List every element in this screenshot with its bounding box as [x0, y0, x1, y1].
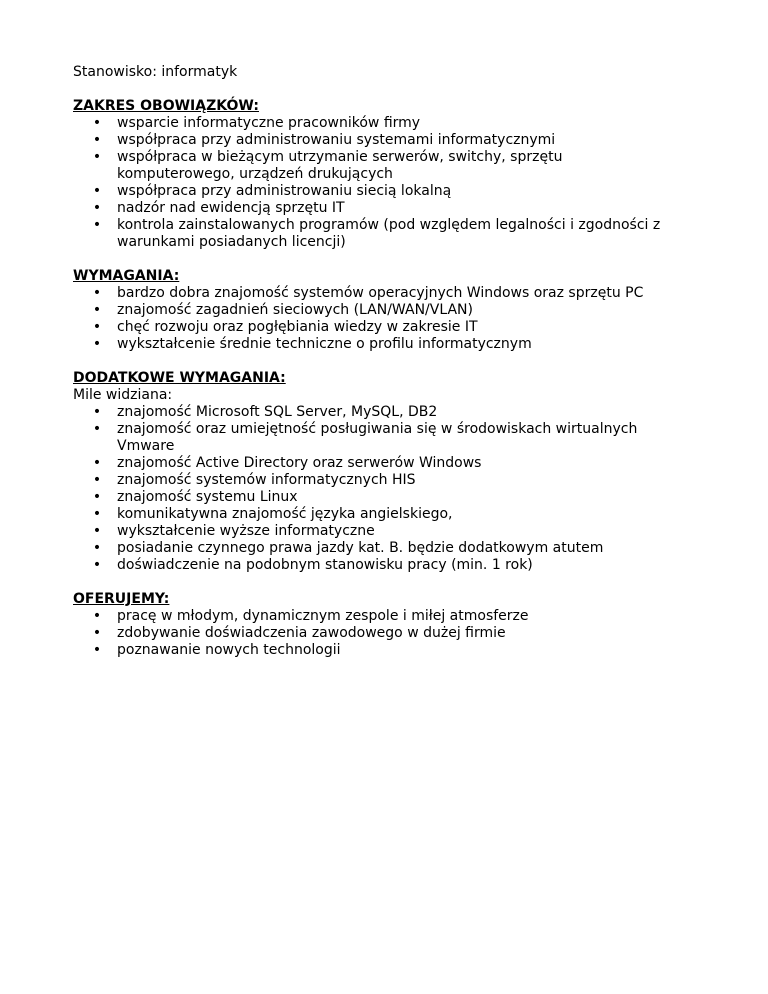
list-item-text: współpraca przy administrowaniu systemami informatycznymi: [117, 132, 556, 148]
list-item-text: wykształcenie wyższe informatyczne: [117, 523, 375, 539]
list-item: [73, 217, 677, 251]
bullet-icon: •: [92, 642, 102, 658]
list-item-text: kontrola zainstalowanych programów (pod względem legalności i zgodności z warunkami posiadanych licencji): [117, 217, 661, 250]
bullet-icon: •: [92, 217, 102, 233]
bullet-icon: •: [92, 557, 102, 573]
list-item: [73, 132, 677, 149]
section: [73, 268, 768, 353]
position-title: Stanowisko: informatyk: [73, 64, 238, 80]
list-item-text: znajomość oraz umiejętność posługiwania się w środowiskach wirtualnych Vmware: [117, 421, 638, 454]
list-item: [73, 421, 677, 455]
bullet-icon: •: [92, 336, 102, 352]
list-item-text: wsparcie informatyczne pracowników firmy: [117, 115, 421, 131]
section-heading: OFERUJEMY:: [73, 591, 170, 607]
list-item: [73, 183, 677, 200]
list-item: [73, 506, 677, 523]
list-item-text: komunikatywna znajomość języka angielskiego,: [117, 506, 453, 522]
list-item: [73, 523, 677, 540]
list-item: [73, 608, 677, 625]
list-item-text: poznawanie nowych technologii: [117, 642, 341, 658]
bullet-icon: •: [92, 472, 102, 488]
bullet-icon: •: [92, 404, 102, 420]
list-item-text: znajomość Active Directory oraz serwerów Windows: [117, 455, 482, 471]
list-item: [73, 302, 677, 319]
section: [73, 591, 768, 659]
list-item: [73, 285, 677, 302]
bullet-icon: •: [92, 132, 102, 148]
section-heading: WYMAGANIA:: [73, 268, 180, 284]
list-item: [73, 472, 677, 489]
list-item: [73, 455, 677, 472]
bullet-icon: •: [92, 625, 102, 641]
list-item-text: chęć rozwoju oraz pogłębiania wiedzy w zakresie IT: [117, 319, 478, 335]
bullet-icon: •: [92, 523, 102, 539]
section-heading: DODATKOWE WYMAGANIA:: [73, 370, 286, 386]
list-item-text: znajomość zagadnień sieciowych (LAN/WAN/VLAN): [117, 302, 473, 318]
bullet-icon: •: [92, 455, 102, 471]
list-item-text: znajomość systemów informatycznych HIS: [117, 472, 416, 488]
section: [73, 98, 768, 251]
list-item: [73, 200, 677, 217]
list-item-text: posiadanie czynnego prawa jazdy kat. B. będzie dodatkowym atutem: [117, 540, 604, 556]
bullet-icon: •: [92, 302, 102, 318]
list-item-text: znajomość Microsoft SQL Server, MySQL, DB2: [117, 404, 438, 420]
list-item: [73, 149, 677, 183]
list-item-text: współpraca w bieżącym utrzymanie serwerów, switchy, sprzętu komputerowego, urządzeń drukujących: [117, 149, 563, 182]
bullet-list: [73, 404, 768, 574]
list-item-text: znajomość systemu Linux: [117, 489, 298, 505]
sections-container: [73, 98, 768, 659]
bullet-icon: •: [92, 489, 102, 505]
bullet-icon: •: [92, 149, 102, 165]
list-item-text: współpraca przy administrowaniu siecią lokalną: [117, 183, 452, 199]
bullet-list: [73, 608, 768, 659]
list-item: [73, 489, 677, 506]
list-item-text: zdobywanie doświadczenia zawodowego w dużej firmie: [117, 625, 506, 641]
list-item: [73, 336, 677, 353]
bullet-list: [73, 285, 768, 353]
bullet-icon: •: [92, 183, 102, 199]
bullet-icon: •: [92, 200, 102, 216]
list-item-text: nadzór nad ewidencją sprzętu IT: [117, 200, 345, 216]
list-item: [73, 540, 677, 557]
bullet-list: [73, 115, 768, 251]
bullet-icon: •: [92, 285, 102, 301]
list-item: [73, 557, 677, 574]
list-item: [73, 319, 677, 336]
list-item: [73, 642, 677, 659]
bullet-icon: •: [92, 540, 102, 556]
list-item: [73, 404, 677, 421]
list-item: [73, 625, 677, 642]
list-item-text: bardzo dobra znajomość systemów operacyjnych Windows oraz sprzętu PC: [117, 285, 644, 301]
bullet-icon: •: [92, 608, 102, 624]
section-intro: Mile widziana:: [73, 387, 173, 403]
bullet-icon: •: [92, 506, 102, 522]
bullet-icon: •: [92, 319, 102, 335]
bullet-icon: •: [92, 421, 102, 437]
list-item-text: pracę w młodym, dynamicznym zespole i miłej atmosferze: [117, 608, 529, 624]
bullet-icon: •: [92, 115, 102, 131]
list-item: [73, 115, 677, 132]
section-heading: ZAKRES OBOWIĄZKÓW:: [73, 98, 259, 114]
list-item-text: wykształcenie średnie techniczne o profilu informatycznym: [117, 336, 532, 352]
section: [73, 370, 768, 574]
list-item-text: doświadczenie na podobnym stanowisku pracy (min. 1 rok): [117, 557, 533, 573]
